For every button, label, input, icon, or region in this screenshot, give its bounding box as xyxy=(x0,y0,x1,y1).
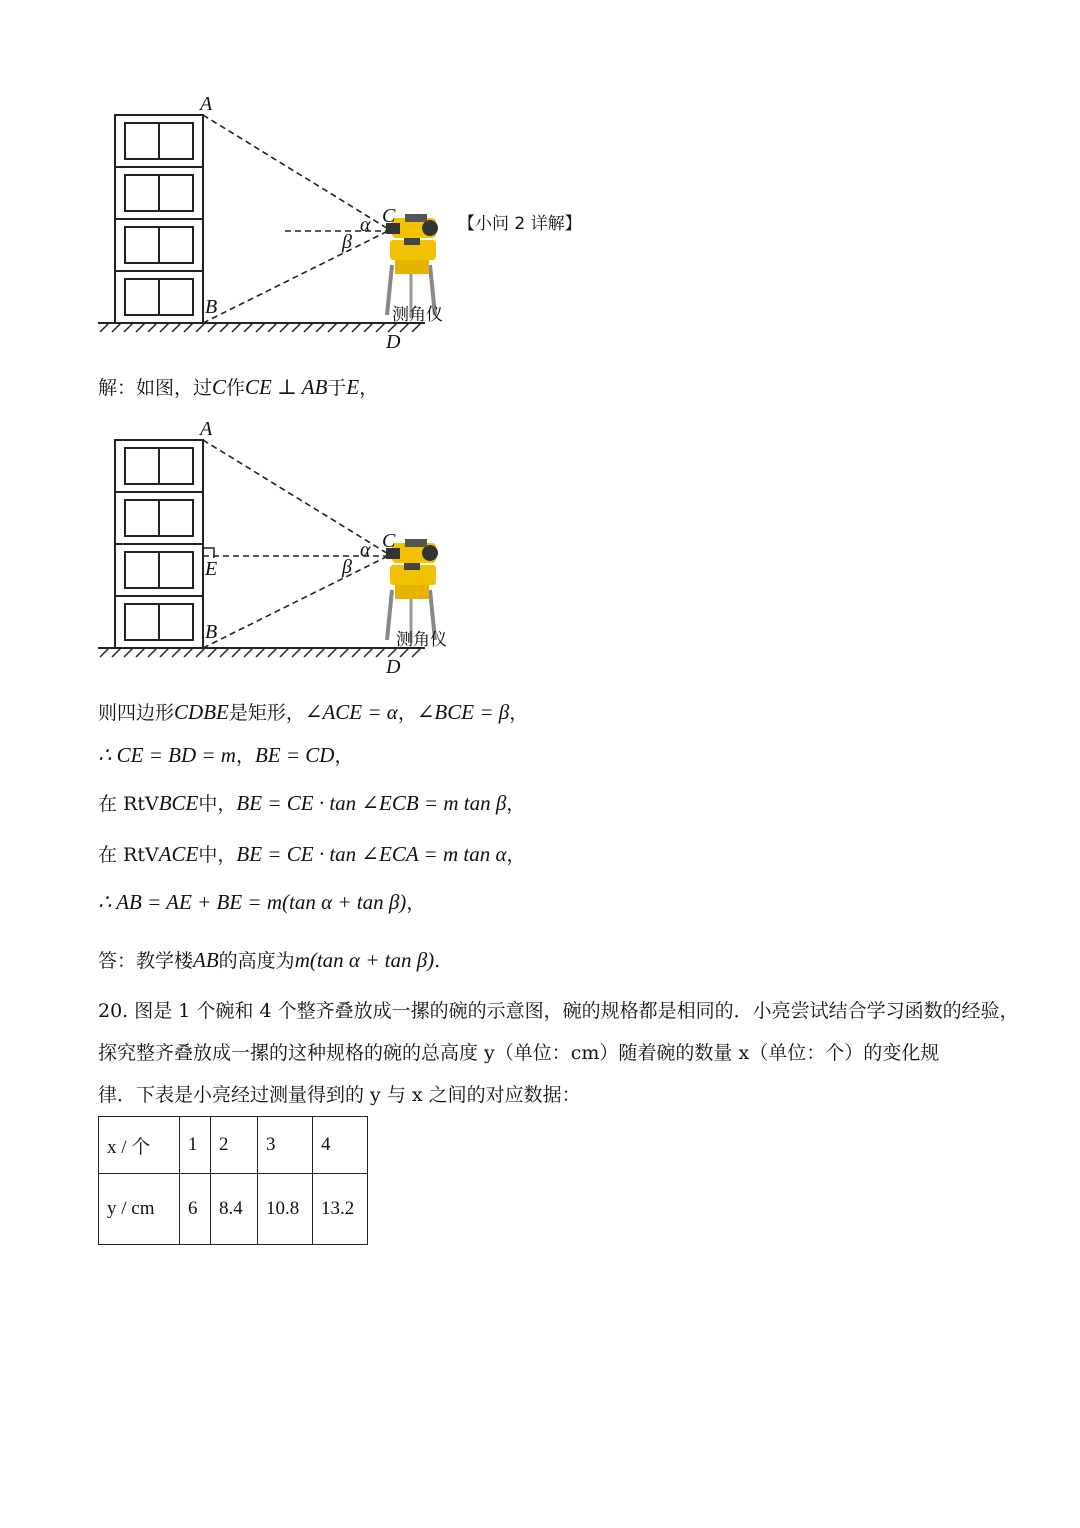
table-cell: 2 xyxy=(211,1117,258,1174)
problem-20-line-1: 20. 图是 1 个碗和 4 个整齐叠放成一摞的碗的示意图，碗的规格都是相同的．小亮尝试结合学习函数的经验， xyxy=(98,1000,1019,1022)
label-e: E xyxy=(205,558,218,580)
solution-line-5: 在 RtVACE中，BE = CE · tan ∠ECA = m tan α， xyxy=(98,842,526,866)
ground-line xyxy=(98,323,425,332)
table-cell: 6 xyxy=(180,1174,211,1245)
instrument-caption: 测角仪 xyxy=(392,305,443,325)
table-header-x: x / 个 xyxy=(99,1117,180,1174)
answer-line: 答：教学楼AB的高度为m(tan α + tan β). xyxy=(98,948,441,972)
solution-line-3: ∴ CE = BD = m，BE = CD， xyxy=(98,743,354,767)
label-c: C xyxy=(382,205,396,227)
table-cell: 3 xyxy=(258,1117,313,1174)
problem-20-line-3: 律．下表是小亮经过测量得到的 y 与 x 之间的对应数据： xyxy=(98,1084,581,1106)
label-beta: β xyxy=(342,556,352,578)
label-b: B xyxy=(205,296,218,318)
building xyxy=(115,440,214,648)
table-header-y: y / cm xyxy=(99,1174,180,1245)
table-cell: 1 xyxy=(180,1117,211,1174)
solution-line-1: 解：如图，过C作CE ⊥ AB于E， xyxy=(98,375,379,399)
sub-question-2-heading: 【小问 2 详解】 xyxy=(458,214,582,234)
table-cell: 10.8 xyxy=(258,1174,313,1245)
label-a: A xyxy=(200,418,213,440)
label-alpha: α xyxy=(360,539,371,561)
instrument-caption: 测角仪 xyxy=(396,630,447,650)
label-a: A xyxy=(200,93,213,115)
label-d: D xyxy=(386,331,401,353)
table-cell: 4 xyxy=(313,1117,368,1174)
xy-data-table xyxy=(98,1116,368,1245)
theodolite xyxy=(386,214,438,318)
solution-line-4: 在 RtVBCE中，BE = CE · tan ∠ECB = m tan β， xyxy=(98,791,526,815)
label-c: C xyxy=(382,530,396,552)
label-beta: β xyxy=(342,231,352,253)
solution-line-2: 则四边形CDBE是矩形，∠ACE = α，∠BCE = β， xyxy=(98,700,529,724)
label-b: B xyxy=(205,621,218,643)
solution-line-6: ∴ AB = AE + BE = m(tan α + tan β)， xyxy=(98,890,426,914)
problem-20-line-2: 探究整齐叠放成一摞的这种规格的碗的总高度 y（单位：cm）随着碗的数量 x（单位：个）的变化规 xyxy=(98,1042,940,1064)
table-row xyxy=(99,1117,368,1174)
table-cell: 8.4 xyxy=(211,1174,258,1245)
ground-line xyxy=(98,648,425,657)
building xyxy=(115,115,203,323)
figure-2 xyxy=(90,415,610,685)
label-d: D xyxy=(386,656,401,678)
table-cell: 13.2 xyxy=(313,1174,368,1245)
label-alpha: α xyxy=(360,214,371,236)
table-row xyxy=(99,1174,368,1245)
theodolite xyxy=(386,539,438,643)
